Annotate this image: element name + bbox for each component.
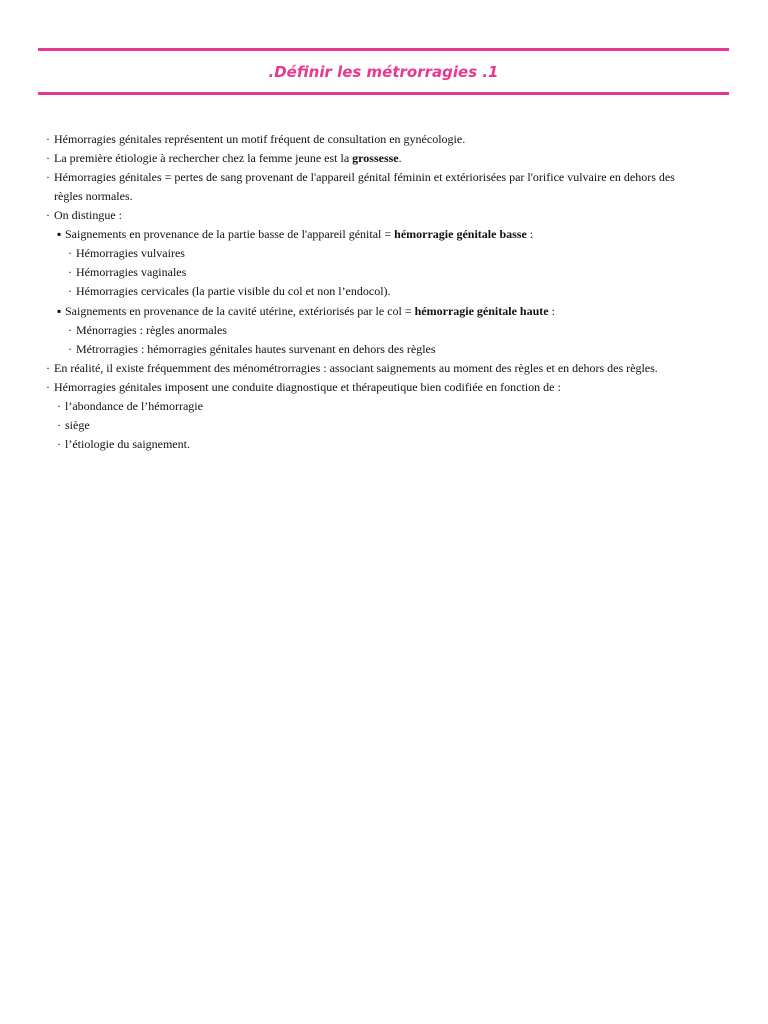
list-item-text: Hémorragies vaginales [76,265,187,279]
list-item-text: Hémorragies génitales représentent un motif fréquent de consultation en gynécologie. [54,132,466,146]
bullet-icon: · [46,380,50,394]
list-item-text: . [398,151,402,165]
sublist-item [57,435,706,454]
bullet-icon: · [46,132,50,146]
list-item-text: Métrorragies : hémorragies génitales hautes survenant en dehors des règles [76,342,436,356]
list-item [46,359,706,378]
list-item-text: Hémorragies vulvaires [76,246,185,260]
list-item-text: siège [65,418,90,432]
bullet-icon: · [68,284,72,298]
list-item [46,149,706,168]
bullet-icon: · [57,437,61,451]
list-item-text: l’abondance de l’hémorragie [65,399,203,413]
bullet-icon: · [68,265,72,279]
list-item-text: La première étiologie à rechercher chez la femme jeune est la [54,151,353,165]
sublist-item [68,340,706,359]
bullet-icon: · [46,151,50,165]
title-top-rule [38,48,729,51]
list-item-text: Hémorragies génitales imposent une conduite diagnostique et thérapeutique bien codifiée en fonction de : [54,380,561,394]
list-item-text: l’étiologie du saignement. [65,437,190,451]
sublist-item [57,225,706,244]
bullet-icon: · [68,342,72,356]
emphasis-text: grossesse [352,151,399,165]
sublist-item [57,302,706,321]
bullet-icon: · [46,208,50,222]
list-item [46,378,706,397]
bullet-icon: · [68,246,72,260]
sublist-item [57,416,706,435]
emphasis-text: hémorragie génitale basse [394,227,527,241]
square-bullet-icon: ▪ [57,227,62,241]
list-item-text: En réalité, il existe fréquemment des ménométrorragies : associant saignements au moment des règles et en dehors des règles. [54,361,658,375]
bullet-icon: · [57,399,61,413]
content-body [46,130,706,454]
sublist-item [57,397,706,416]
sublist-item [68,263,706,282]
list-item-text: Saignements en provenance de la cavité utérine, extériorisés par le col = [65,304,415,318]
sublist-item [68,244,706,263]
section-title: .Définir les métrorragies .1 [268,63,499,81]
bullet-icon: · [57,418,61,432]
title-bottom-rule [38,92,729,95]
list-item-text: : [548,304,555,318]
list-item-text: : [526,227,534,241]
list-item [46,130,706,149]
list-item [46,206,706,225]
bullet-icon: · [46,361,50,375]
sublist-item [68,321,706,340]
list-item-text: Hémorragies génitales = pertes de sang provenant de l'appareil génital féminin et extériorisées par l'orifice vulvaire en dehors des règles normales. [54,170,675,203]
bullet-icon: · [68,323,72,337]
emphasis-text: hémorragie génitale haute [414,304,549,318]
list-item-text: On distingue : [54,208,122,222]
list-item-text: Saignements en provenance de la partie basse de l'appareil génital = [65,227,395,241]
list-item [46,168,706,206]
sublist-item [68,282,706,301]
bullet-icon: · [46,170,50,184]
square-bullet-icon: ▪ [57,304,62,318]
list-item-text: Ménorragies : règles anormales [76,323,227,337]
list-item-text: Hémorragies cervicales (la partie visible du col et non l’endocol). [76,284,391,298]
